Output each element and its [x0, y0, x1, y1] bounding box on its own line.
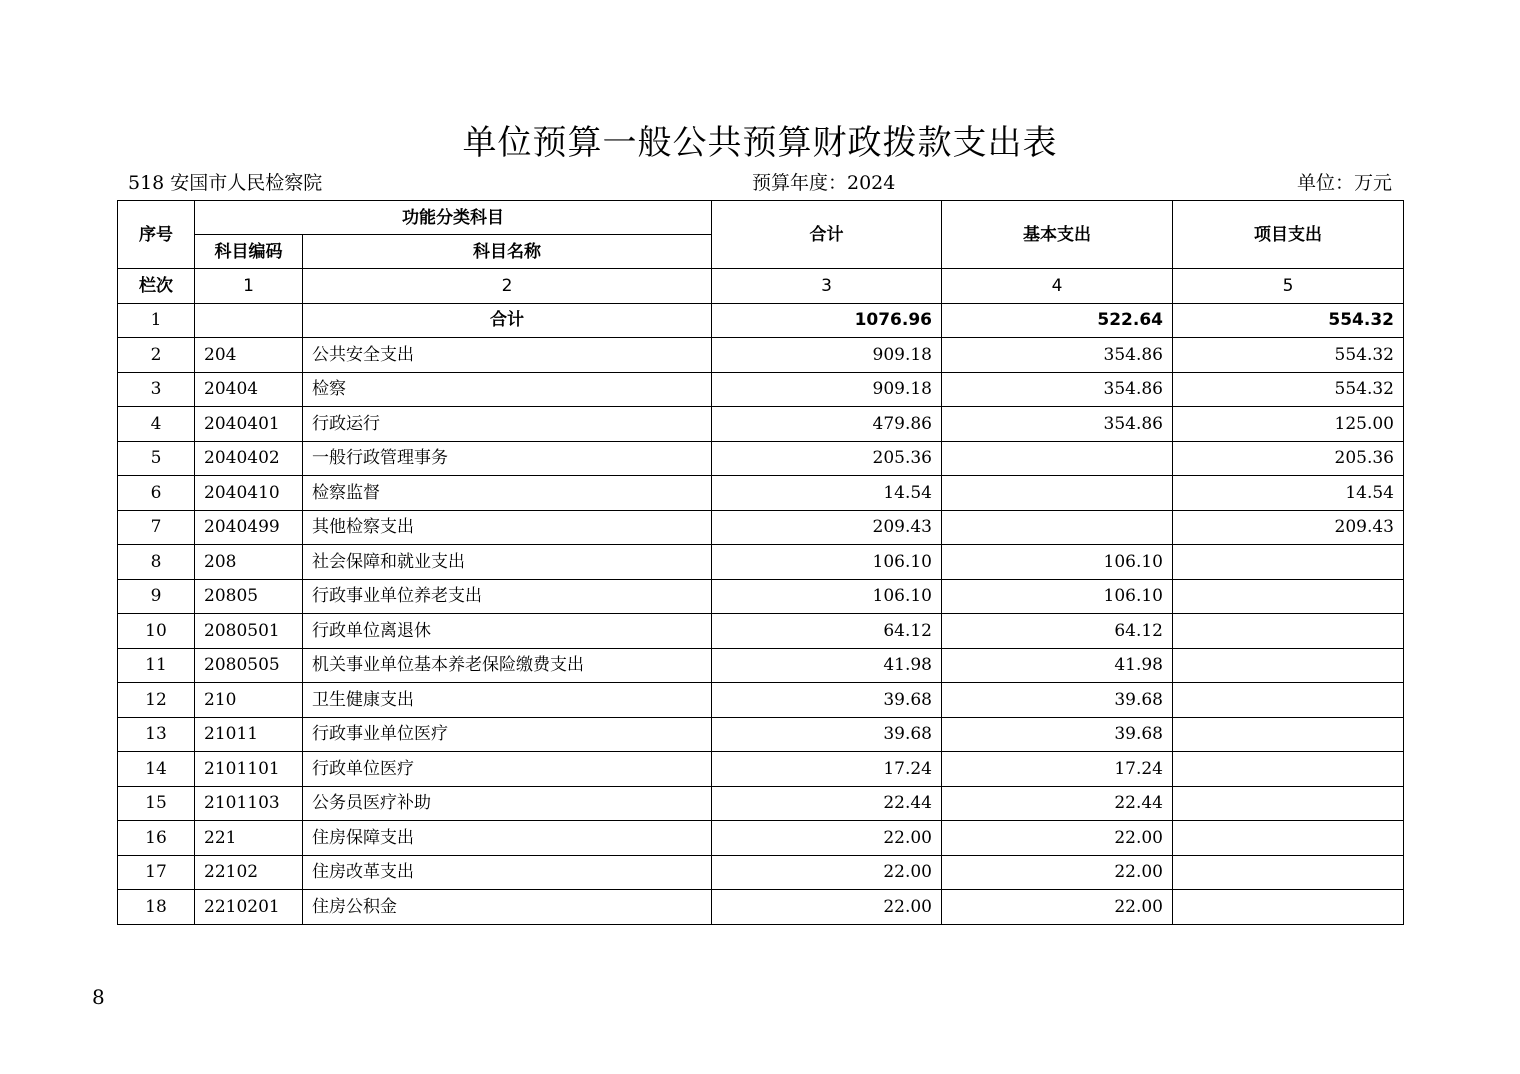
- row-code: 21011: [195, 717, 303, 752]
- total-code: [195, 303, 303, 338]
- row-seq: 11: [118, 648, 195, 683]
- row-seq: 3: [118, 372, 195, 407]
- row-project: [1173, 545, 1404, 580]
- total-row: [118, 303, 1404, 338]
- row-basic: 354.86: [942, 407, 1173, 442]
- table-row: [118, 441, 1404, 476]
- row-total: 106.10: [712, 579, 942, 614]
- row-name: 行政单位离退休: [303, 614, 712, 649]
- row-seq: 14: [118, 752, 195, 787]
- row-name: 检察: [303, 372, 712, 407]
- row-project: 205.36: [1173, 441, 1404, 476]
- row-name: 机关事业单位基本养老保险缴费支出: [303, 648, 712, 683]
- row-name: 行政事业单位养老支出: [303, 579, 712, 614]
- table-row: [118, 786, 1404, 821]
- row-total: 22.00: [712, 855, 942, 890]
- row-name: 公共安全支出: [303, 338, 712, 373]
- table-row: [118, 372, 1404, 407]
- row-project: [1173, 579, 1404, 614]
- row-basic: 41.98: [942, 648, 1173, 683]
- header-row-1: [118, 201, 1404, 235]
- row-project: [1173, 683, 1404, 718]
- row-total: 22.00: [712, 821, 942, 856]
- col-index-cell: 2: [303, 269, 712, 304]
- row-code: 2080505: [195, 648, 303, 683]
- row-basic: 17.24: [942, 752, 1173, 787]
- row-seq: 18: [118, 890, 195, 925]
- table-row: [118, 579, 1404, 614]
- table-row: [118, 683, 1404, 718]
- row-basic: 22.00: [942, 855, 1173, 890]
- row-basic: 106.10: [942, 579, 1173, 614]
- row-seq: 5: [118, 441, 195, 476]
- row-total: 39.68: [712, 717, 942, 752]
- row-basic: 39.68: [942, 717, 1173, 752]
- table-row: [118, 614, 1404, 649]
- row-name: 住房公积金: [303, 890, 712, 925]
- row-code: 2101101: [195, 752, 303, 787]
- header-project-expense: 项目支出: [1173, 201, 1404, 269]
- unit-label: 单位：万元: [1296, 172, 1392, 194]
- budget-year-label: 预算年度：2024: [752, 172, 896, 194]
- row-seq: 7: [118, 510, 195, 545]
- row-name: 行政事业单位医疗: [303, 717, 712, 752]
- organization-label: 518 安国市人民检察院: [128, 172, 323, 194]
- row-project: 554.32: [1173, 372, 1404, 407]
- row-code: 210: [195, 683, 303, 718]
- row-total: 106.10: [712, 545, 942, 580]
- header-subject-name: 科目名称: [303, 235, 712, 269]
- col-index-cell: 4: [942, 269, 1173, 304]
- row-project: 209.43: [1173, 510, 1404, 545]
- page-number: 8: [92, 985, 105, 1009]
- total-label: 合计: [303, 303, 712, 338]
- row-total: 64.12: [712, 614, 942, 649]
- row-seq: 13: [118, 717, 195, 752]
- header-subject-code: 科目编码: [195, 235, 303, 269]
- col-index-cell: 栏次: [118, 269, 195, 304]
- row-code: 20805: [195, 579, 303, 614]
- row-seq: 4: [118, 407, 195, 442]
- row-code: 2210201: [195, 890, 303, 925]
- row-basic: 64.12: [942, 614, 1173, 649]
- row-seq: 17: [118, 855, 195, 890]
- table-row: [118, 890, 1404, 925]
- row-project: 554.32: [1173, 338, 1404, 373]
- row-basic: [942, 510, 1173, 545]
- header-seq: 序号: [118, 201, 195, 269]
- row-total: 205.36: [712, 441, 942, 476]
- row-name: 检察监督: [303, 476, 712, 511]
- table-row: [118, 855, 1404, 890]
- row-project: 14.54: [1173, 476, 1404, 511]
- row-name: 住房改革支出: [303, 855, 712, 890]
- row-project: [1173, 855, 1404, 890]
- table-row: [118, 407, 1404, 442]
- col-index-cell: 5: [1173, 269, 1404, 304]
- row-project: 125.00: [1173, 407, 1404, 442]
- row-seq: 2: [118, 338, 195, 373]
- row-name: 社会保障和就业支出: [303, 545, 712, 580]
- row-total: 22.00: [712, 890, 942, 925]
- row-project: [1173, 890, 1404, 925]
- table-row: [118, 717, 1404, 752]
- row-basic: [942, 441, 1173, 476]
- row-basic: 354.86: [942, 372, 1173, 407]
- row-name: 行政运行: [303, 407, 712, 442]
- header-functional-category: 功能分类科目: [195, 201, 712, 235]
- row-seq: 16: [118, 821, 195, 856]
- row-name: 公务员医疗补助: [303, 786, 712, 821]
- page-title: 单位预算一般公共预算财政拨款支出表: [462, 123, 1058, 163]
- row-project: [1173, 717, 1404, 752]
- row-name: 一般行政管理事务: [303, 441, 712, 476]
- table-row: [118, 821, 1404, 856]
- row-total: 479.86: [712, 407, 942, 442]
- total-project: 554.32: [1173, 303, 1404, 338]
- col-index-cell: 3: [712, 269, 942, 304]
- row-basic: 22.00: [942, 890, 1173, 925]
- row-seq: 12: [118, 683, 195, 718]
- row-project: [1173, 786, 1404, 821]
- row-code: 2040402: [195, 441, 303, 476]
- row-basic: 106.10: [942, 545, 1173, 580]
- row-total: 909.18: [712, 338, 942, 373]
- header-basic-expense: 基本支出: [942, 201, 1173, 269]
- table-row: [118, 545, 1404, 580]
- row-total: 909.18: [712, 372, 942, 407]
- row-code: 2040410: [195, 476, 303, 511]
- row-code: 22102: [195, 855, 303, 890]
- row-project: [1173, 752, 1404, 787]
- row-basic: 39.68: [942, 683, 1173, 718]
- row-total: 209.43: [712, 510, 942, 545]
- header-total: 合计: [712, 201, 942, 269]
- total-seq: 1: [118, 303, 195, 338]
- row-code: 208: [195, 545, 303, 580]
- row-code: 2080501: [195, 614, 303, 649]
- total-sum: 1076.96: [712, 303, 942, 338]
- row-total: 41.98: [712, 648, 942, 683]
- row-code: 204: [195, 338, 303, 373]
- row-code: 221: [195, 821, 303, 856]
- row-name: 住房保障支出: [303, 821, 712, 856]
- row-project: [1173, 648, 1404, 683]
- row-code: 2040499: [195, 510, 303, 545]
- row-basic: 22.00: [942, 821, 1173, 856]
- column-index-row: [118, 269, 1404, 304]
- row-seq: 10: [118, 614, 195, 649]
- row-project: [1173, 821, 1404, 856]
- row-seq: 15: [118, 786, 195, 821]
- row-total: 22.44: [712, 786, 942, 821]
- col-index-cell: 1: [195, 269, 303, 304]
- expenditure-table: [117, 200, 1404, 925]
- table-row: [118, 510, 1404, 545]
- table-row: [118, 338, 1404, 373]
- row-basic: 354.86: [942, 338, 1173, 373]
- row-total: 14.54: [712, 476, 942, 511]
- table-row: [118, 752, 1404, 787]
- row-seq: 8: [118, 545, 195, 580]
- row-project: [1173, 614, 1404, 649]
- row-code: 2101103: [195, 786, 303, 821]
- row-code: 2040401: [195, 407, 303, 442]
- total-basic: 522.64: [942, 303, 1173, 338]
- row-seq: 6: [118, 476, 195, 511]
- row-total: 17.24: [712, 752, 942, 787]
- table-row: [118, 476, 1404, 511]
- row-name: 其他检察支出: [303, 510, 712, 545]
- row-name: 行政单位医疗: [303, 752, 712, 787]
- row-basic: 22.44: [942, 786, 1173, 821]
- row-name: 卫生健康支出: [303, 683, 712, 718]
- row-basic: [942, 476, 1173, 511]
- table-row: [118, 648, 1404, 683]
- row-seq: 9: [118, 579, 195, 614]
- row-total: 39.68: [712, 683, 942, 718]
- row-code: 20404: [195, 372, 303, 407]
